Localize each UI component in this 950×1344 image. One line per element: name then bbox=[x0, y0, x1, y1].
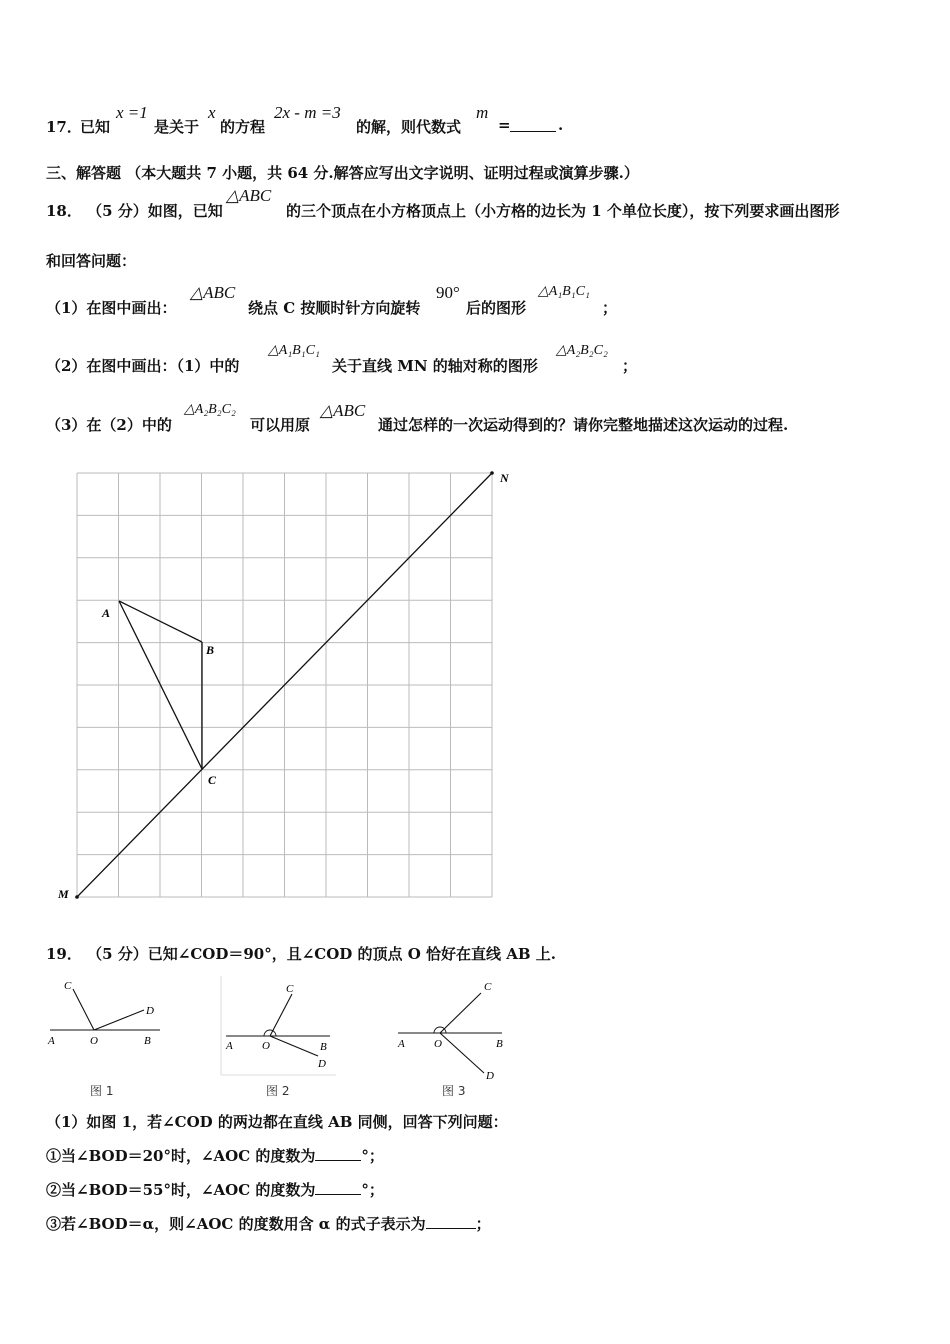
fig3-label-a: A bbox=[398, 1038, 405, 1050]
q19-item-3-end: ； bbox=[475, 1215, 491, 1233]
q17-answer-blank[interactable] bbox=[510, 117, 556, 132]
label-b: B bbox=[206, 643, 215, 657]
q19-item-3 bbox=[46, 1213, 491, 1235]
q17-math-equation: 2x - m =3 bbox=[274, 103, 341, 122]
q17-text-3: 的方程 bbox=[220, 118, 266, 136]
q19-item-2-end: °； bbox=[361, 1181, 384, 1199]
q17-text-4: 的解，则代数式 bbox=[356, 118, 462, 136]
fig3-label-c: C bbox=[484, 981, 492, 993]
point-m bbox=[75, 895, 79, 899]
fig2-label-c: C bbox=[286, 983, 294, 995]
q18-part1-d: ； bbox=[602, 299, 618, 317]
fig1-label-c: C bbox=[64, 980, 72, 992]
fig1-label-d: D bbox=[146, 1005, 154, 1017]
q17-text-2: 是关于 bbox=[154, 118, 200, 136]
q17-math-x: x bbox=[208, 103, 216, 122]
q18-part2-b: 关于直线 MN 的轴对称的图形 bbox=[332, 357, 538, 375]
q18-line1-a: 18． （5 分）如图，已知 bbox=[46, 202, 223, 220]
q18-part1-math-abc: △ABC bbox=[190, 283, 236, 302]
fig1-label-b: B bbox=[144, 1035, 151, 1047]
q17-number: 17． bbox=[46, 118, 82, 136]
q19-item-1-blank[interactable] bbox=[315, 1146, 361, 1161]
fig2-label-o: O bbox=[262, 1040, 270, 1052]
q18-part2-a: （2）在图中画出：（1）中的 bbox=[46, 357, 240, 375]
q19-item-2-blank[interactable] bbox=[315, 1180, 361, 1195]
q17-period: . bbox=[558, 116, 564, 134]
q18-math-abc: △ABC bbox=[226, 186, 272, 205]
q17-text-1: 已知 bbox=[80, 118, 111, 136]
q19-figure-1 bbox=[40, 975, 170, 1075]
fig3-label-b: B bbox=[496, 1038, 503, 1050]
q19-sub1: （1）如图 1，若∠COD 的两边都在直线 AB 同侧，回答下列问题： bbox=[46, 1113, 508, 1131]
q18-part2-math-a2b2c2: △A₂B₂C₂ bbox=[556, 343, 608, 358]
fig3-label-d: D bbox=[486, 1070, 494, 1082]
q19-caption-1: 图 1 bbox=[90, 1084, 114, 1098]
q18-part3-b: 可以用原 bbox=[250, 416, 311, 434]
q18-part1-c: 后的图形 bbox=[466, 299, 527, 317]
q19-item-1-text: ①当∠BOD＝20°时，∠AOC 的度数为 bbox=[46, 1147, 316, 1165]
q17-math-x-equals-1: x =1 bbox=[116, 103, 148, 122]
q18-part1-math-a1b1c1: △A₁B₁C₁ bbox=[538, 284, 590, 299]
q18-part2-c: ； bbox=[622, 357, 638, 375]
q18-grid-figure bbox=[50, 460, 530, 910]
q19-item-3-text: ③若∠BOD＝α，则∠AOC 的度数用含 α 的式子表示为 bbox=[46, 1215, 426, 1233]
q19-item-2 bbox=[46, 1179, 384, 1201]
q19-figure-3 bbox=[390, 975, 520, 1085]
q18-part1-math-90: 90° bbox=[436, 283, 460, 302]
q18-part3-a: （3）在（2）中的 bbox=[46, 416, 172, 434]
q19-caption-2: 图 2 bbox=[266, 1084, 290, 1098]
section-3-heading: 三、解答题 （本大题共 7 小题，共 64 分.解答应写出文字说明、证明过程或演算步骤.） bbox=[46, 164, 639, 182]
q17-text-5: = bbox=[498, 116, 511, 134]
fig1-label-o: O bbox=[90, 1035, 98, 1047]
point-n bbox=[490, 471, 494, 475]
q18-part1-b: 绕点 C 按顺时针方向旋转 bbox=[248, 299, 421, 317]
label-a: A bbox=[102, 606, 111, 620]
q19-item-1 bbox=[46, 1145, 384, 1167]
q19-stem: 19． （5 分）已知∠COD＝90°，且∠COD 的顶点 O 恰好在直线 AB 上. bbox=[46, 945, 557, 963]
q18-line1-b: 的三个顶点在小方格顶点上（小方格的边长为 1 个单位长度），按下列要求画出图形 bbox=[286, 202, 840, 220]
fig2-label-b: B bbox=[320, 1041, 327, 1053]
q18-part3-math-a2b2c2: △A₂B₂C₂ bbox=[184, 402, 236, 417]
q18-line2: 和回答问题： bbox=[46, 252, 137, 270]
q18-part1-a: （1）在图中画出： bbox=[46, 299, 177, 317]
q19-caption-3: 图 3 bbox=[442, 1084, 466, 1098]
fig2-label-a: A bbox=[226, 1040, 233, 1052]
q19-item-3-blank[interactable] bbox=[426, 1214, 476, 1229]
fig2-label-d: D bbox=[318, 1058, 326, 1070]
fig3-label-o: O bbox=[434, 1038, 442, 1050]
q19-figure-2 bbox=[220, 975, 340, 1077]
q18-part2-math-a1b1c1: △A₁B₁C₁ bbox=[268, 343, 320, 358]
label-m: M bbox=[58, 887, 69, 901]
label-c: C bbox=[208, 773, 217, 787]
q19-item-1-end: °； bbox=[361, 1147, 384, 1165]
fig1-label-a: A bbox=[48, 1035, 55, 1047]
q17-math-m: m bbox=[476, 103, 489, 122]
label-n: N bbox=[500, 471, 509, 485]
q18-part3-math-abc: △ABC bbox=[320, 401, 366, 420]
q19-item-2-text: ②当∠BOD＝55°时，∠AOC 的度数为 bbox=[46, 1181, 316, 1199]
q18-part3-c: 通过怎样的一次运动得到的？请你完整地描述这次运动的过程. bbox=[378, 416, 789, 434]
